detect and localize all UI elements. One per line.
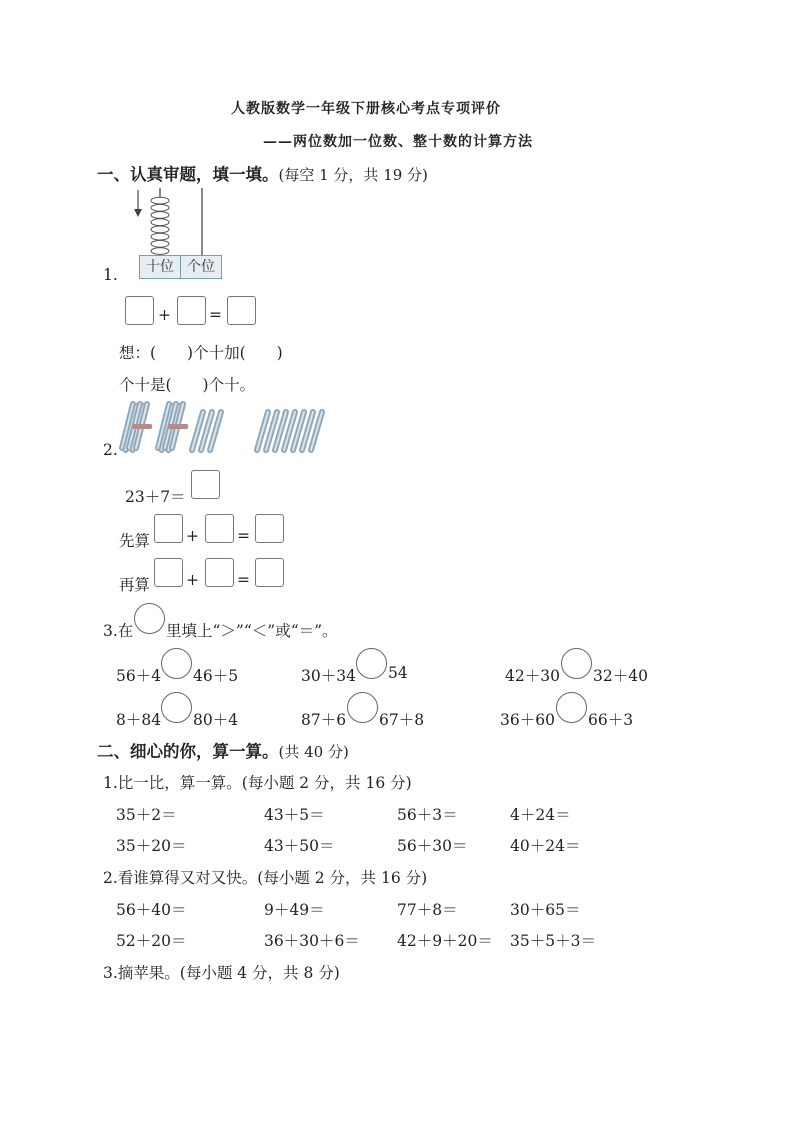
example-circle	[134, 603, 165, 634]
q1-number: 1.	[103, 266, 118, 284]
answer-box[interactable]	[255, 514, 284, 543]
calc-item: 52＋20＝	[116, 932, 187, 950]
compare-right: 67＋8	[379, 711, 425, 729]
abacus-bead	[151, 248, 169, 255]
page-title: 人教版数学一年级下册核心考点专项评价	[231, 101, 501, 117]
calc-item: 40＋24＝	[510, 837, 581, 855]
calc-item: 43＋5＝	[264, 806, 325, 824]
compare-right: 66＋3	[588, 711, 634, 729]
abacus-bead	[151, 197, 169, 204]
compare-circle[interactable]	[161, 648, 192, 679]
equals-sign: =	[237, 571, 250, 589]
calc-item: 36＋30＋6＝	[264, 932, 360, 950]
part1-title: 1.比一比，算一算。(每小题 2 分，共 16 分)	[103, 774, 412, 792]
answer-box[interactable]	[177, 296, 206, 325]
calc-item: 42＋9＋20＝	[397, 932, 493, 950]
section2-heading	[97, 738, 349, 762]
abacus-bead	[151, 240, 169, 247]
part3-title: 3.摘苹果。(每小题 4 分，共 8 分)	[103, 964, 340, 982]
bundle-tie	[132, 424, 152, 429]
calc-item: 9＋49＝	[264, 901, 325, 919]
compare-circle[interactable]	[347, 692, 378, 723]
answer-box[interactable]	[191, 470, 220, 499]
bundle-tie	[168, 424, 188, 429]
compare-left: 36＋60	[500, 711, 555, 729]
equals-sign: =	[209, 306, 222, 324]
first-step-label: 先算	[119, 532, 151, 550]
loose-sticks-group2	[257, 412, 322, 450]
compare-circle[interactable]	[356, 648, 387, 679]
calc-item: 35＋2＝	[116, 806, 177, 824]
calc-item: 4＋24＝	[510, 806, 571, 824]
compare-right: 32＋40	[593, 667, 648, 685]
abacus-bead	[151, 226, 169, 233]
compare-left: 87＋6	[301, 711, 347, 729]
ten-stick-bundle	[122, 404, 152, 450]
part2-title: 2.看谁算得又对又快。(每小题 2 分，共 16 分)	[103, 869, 428, 887]
ten-stick-bundle	[158, 404, 188, 450]
calc-item: 35＋20＝	[116, 837, 187, 855]
q2-equation: 23＋7＝	[125, 488, 186, 506]
answer-box[interactable]	[205, 514, 234, 543]
loose-sticks-group1	[192, 412, 221, 450]
answer-box[interactable]	[205, 558, 234, 587]
q1-think-line2: 个十是( )个十。	[119, 376, 256, 394]
compare-left: 8＋84	[116, 711, 162, 729]
q3-instruction-end: 里填上“＞”“＜”或“＝”。	[166, 622, 338, 640]
plus-sign: +	[158, 306, 171, 324]
section2-score-note: (共 40 分)	[278, 743, 349, 761]
calc-item: 56＋30＝	[397, 837, 468, 855]
calc-item: 56＋40＝	[116, 901, 187, 919]
answer-box[interactable]	[227, 296, 256, 325]
answer-box[interactable]	[154, 558, 183, 587]
compare-right: 80＋4	[193, 711, 239, 729]
stick-bundles	[122, 404, 188, 450]
answer-box[interactable]	[154, 514, 183, 543]
second-step-label: 再算	[119, 576, 151, 594]
counting-sticks	[115, 400, 335, 460]
compare-right: 46＋5	[193, 667, 239, 685]
ones-place-label: 个位	[180, 255, 222, 279]
compare-left: 56＋4	[116, 667, 162, 685]
equals-sign: =	[237, 527, 250, 545]
abacus-bead	[151, 204, 169, 211]
section2-heading-text: 二、细心的你，算一算。	[97, 742, 279, 761]
answer-box[interactable]	[255, 558, 284, 587]
compare-circle[interactable]	[561, 648, 592, 679]
page-subtitle: ——两位数加一位数、整十数的计算方法	[263, 134, 533, 150]
q3-instruction-start: 3.在	[103, 622, 134, 640]
compare-left: 42＋30	[505, 667, 560, 685]
calc-item: 43＋50＝	[264, 837, 335, 855]
tens-place-label: 十位	[139, 255, 181, 279]
abacus-bead	[151, 219, 169, 226]
abacus-bead	[151, 233, 169, 240]
calc-item: 77＋8＝	[397, 901, 458, 919]
compare-right: 54	[388, 664, 408, 682]
abacus-bead	[151, 212, 169, 219]
abacus-rods	[128, 185, 228, 257]
calc-item: 35＋5＋3＝	[510, 932, 596, 950]
plus-sign: +	[186, 527, 199, 545]
q2-number: 2.	[103, 441, 118, 459]
section1-heading	[97, 161, 428, 185]
plus-sign: +	[186, 571, 199, 589]
compare-left: 30＋34	[301, 667, 356, 685]
section1-score-note: (每空 1 分，共 19 分)	[278, 166, 428, 184]
tens-beads	[151, 197, 169, 254]
compare-circle[interactable]	[556, 692, 587, 723]
arrow-head-icon	[134, 209, 142, 217]
answer-box[interactable]	[125, 296, 154, 325]
q1-think-line1: 想：( )个十加( )	[119, 344, 283, 362]
calc-item: 30＋65＝	[510, 901, 581, 919]
compare-circle[interactable]	[161, 692, 192, 723]
calc-item: 56＋3＝	[397, 806, 458, 824]
section1-heading-text: 一、认真审题，填一填。	[97, 165, 279, 184]
